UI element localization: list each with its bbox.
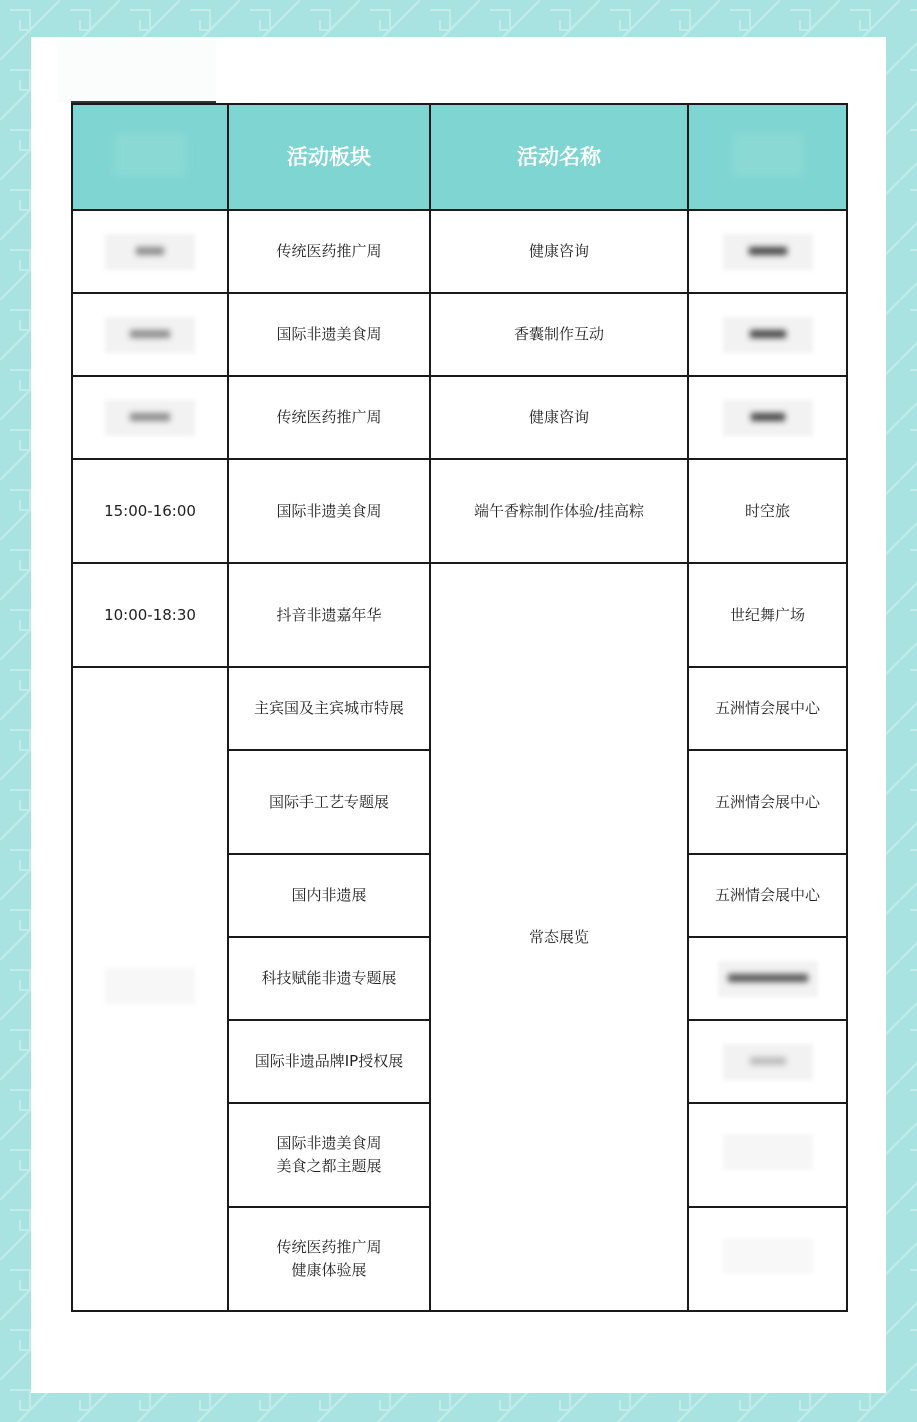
module-line-1: 传统医药推广周 — [276, 1238, 382, 1256]
table-row — [72, 563, 847, 667]
module-line-2: 美食之都主题展 — [276, 1157, 382, 1175]
name-cell: 健康咨询 — [430, 376, 688, 459]
exhibition-name-cell: 常态展览 — [430, 563, 688, 1311]
name-cell: 香囊制作互动 — [430, 293, 688, 376]
name-cell: 端午香粽制作体验/挂高粽 — [430, 459, 688, 563]
module-cell: 传统医药推广周 — [228, 376, 430, 459]
venue-cell: 五洲情会展中心 — [688, 750, 847, 854]
venue-cell: 五洲情会展中心 — [688, 854, 847, 937]
table-row — [72, 459, 847, 563]
module-cell: 国际手工艺专题展 — [228, 750, 430, 854]
table-row — [72, 376, 847, 459]
venue-cell-blurred — [688, 1020, 847, 1103]
venue-cell-blurred — [688, 1207, 847, 1311]
header-module: 活动板块 — [228, 104, 430, 210]
module-cell: 国际非遗品牌IP授权展 — [228, 1020, 430, 1103]
name-cell: 健康咨询 — [430, 210, 688, 293]
schedule-table — [71, 103, 848, 1312]
venue-cell-blurred — [688, 376, 847, 459]
module-line-2: 健康体验展 — [291, 1261, 367, 1279]
module-cell: 主宾国及主宾城市特展 — [228, 667, 430, 750]
venue-cell-blurred — [688, 293, 847, 376]
venue-cell: 世纪舞广场 — [688, 563, 847, 667]
module-cell — [228, 1207, 430, 1311]
module-cell: 国际非遗美食周 — [228, 459, 430, 563]
module-cell: 国际非遗美食周 — [228, 293, 430, 376]
venue-cell: 五洲情会展中心 — [688, 667, 847, 750]
header-name: 活动名称 — [430, 104, 688, 210]
module-cell — [228, 1103, 430, 1207]
time-cell-blurred — [72, 376, 228, 459]
header-time-blurred — [72, 104, 228, 210]
module-cell: 传统医药推广周 — [228, 210, 430, 293]
venue-cell-blurred — [688, 1103, 847, 1207]
table-row — [72, 293, 847, 376]
exhibition-time-cell-blurred — [72, 667, 228, 1311]
time-cell: 15:00-16:00 — [72, 459, 228, 563]
time-cell-blurred — [72, 210, 228, 293]
table-row — [72, 210, 847, 293]
venue-cell-blurred — [688, 937, 847, 1020]
time-cell: 10:00-18:30 — [72, 563, 228, 667]
time-cell-blurred — [72, 293, 228, 376]
venue-cell: 时空旅 — [688, 459, 847, 563]
module-cell: 国内非遗展 — [228, 854, 430, 937]
header-venue-blurred — [688, 104, 847, 210]
module-cell: 科技赋能非遗专题展 — [228, 937, 430, 1020]
module-cell: 抖音非遗嘉年华 — [228, 563, 430, 667]
title-area-blurred — [58, 40, 216, 102]
venue-cell-blurred — [688, 210, 847, 293]
module-line-1: 国际非遗美食周 — [276, 1134, 382, 1152]
table-header-row — [72, 104, 847, 210]
